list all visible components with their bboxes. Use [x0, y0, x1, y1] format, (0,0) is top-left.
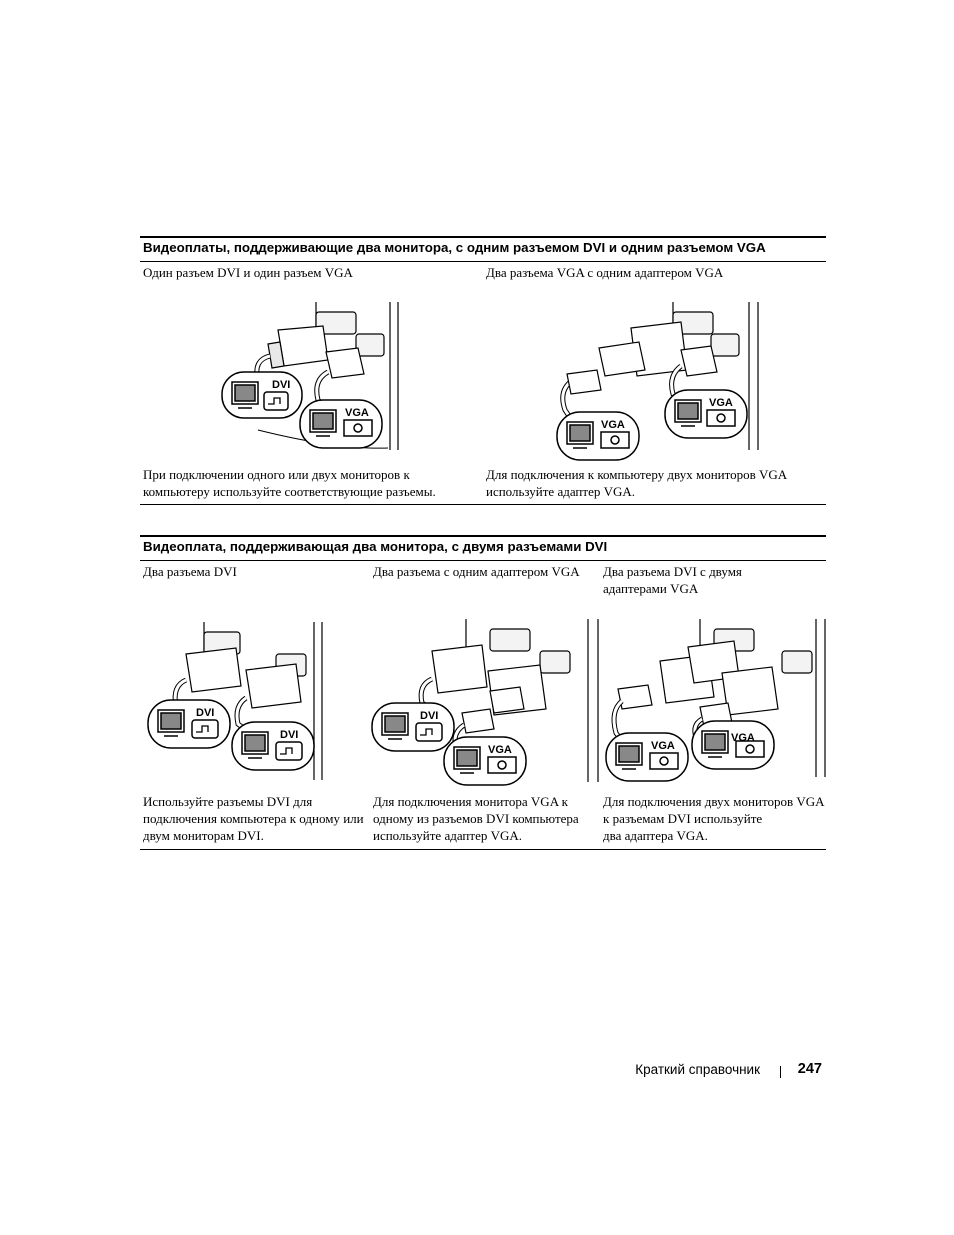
section1-top-rule: [140, 236, 826, 238]
figure3-label-dvi-left: DVI: [196, 707, 215, 719]
figure4-label-vga: VGA: [488, 744, 512, 756]
section2-desc-3-line-3: два адаптера VGA.: [603, 828, 708, 843]
figure-vga-adapter-connection: [553, 300, 763, 465]
figure1-label-vga: VGA: [345, 407, 369, 419]
vga-badge-left: [557, 412, 639, 460]
section2-desc-1-line-3: двум мониторам DVI.: [143, 828, 264, 843]
dvi-badge-right: [232, 722, 314, 770]
footer-separator: [780, 1066, 781, 1078]
section2-caption-1: Два разъема DVI: [143, 564, 237, 579]
dvi-badge: [372, 703, 454, 751]
figure-dvi-vga-adapter-connection: [370, 617, 602, 787]
section2-caption-2: Два разъема с одним адаптером VGA: [373, 564, 580, 579]
dvi-badge-left: [148, 700, 230, 748]
section1-caption-2: Два разъема VGA с одним адаптером VGA: [486, 265, 724, 280]
section1-bottom-rule: [140, 504, 826, 505]
vga-badge-left: [606, 733, 688, 781]
vga-badge-right: [665, 390, 747, 438]
section2-caption-3-line-1: Два разъема DVI с двумя: [603, 564, 742, 579]
section1-caption-1: Один разъем DVI и один разъем VGA: [143, 265, 353, 280]
section2-desc-2-line-2: одному из разъемов DVI компьютера: [373, 811, 579, 826]
section2-desc-1-line-1: Используйте разъемы DVI для: [143, 794, 313, 809]
figure-dvi-vga-connection: [218, 300, 403, 455]
figure2-label-vga-right: VGA: [709, 397, 733, 409]
vga-badge: [300, 400, 382, 448]
vga-badge: [444, 737, 526, 785]
figure5-label-vga-left: VGA: [651, 740, 675, 752]
page-number: 247: [797, 1061, 822, 1077]
figure1-label-dvi: DVI: [272, 379, 291, 391]
section2-header-rule: [140, 560, 826, 561]
vga-badge-right: [692, 721, 774, 769]
figure4-label-dvi: DVI: [420, 710, 439, 722]
section2-desc-3-line-2: к разъемам DVI используйте: [603, 811, 763, 826]
section2-title: Видеоплата, поддерживающая два монитора, с двумя разъемами DVI: [143, 539, 608, 554]
section2-desc-3-line-1: Для подключения двух мониторов VGA: [603, 794, 825, 809]
figure2-label-vga-left: VGA: [601, 419, 625, 431]
section2-desc-1-line-2: подключения компьютера к одному или: [143, 811, 364, 826]
figure3-label-dvi-right: DVI: [280, 729, 299, 741]
section1-header-rule: [140, 261, 826, 262]
footer-section-name: Краткий справочник: [635, 1062, 760, 1077]
page-footer: [560, 1062, 826, 1080]
section1-desc-2-line-2: используйте адаптер VGA.: [486, 484, 636, 499]
figure-two-dvi-connection: [146, 620, 326, 785]
section1-desc-2-line-1: Для подключения к компьютеру двух мониторов VGA: [486, 467, 788, 482]
section2-top-rule: [140, 535, 826, 537]
section2-caption-3-line-2: адаптерами VGA: [603, 581, 699, 596]
section2-bottom-rule: [140, 849, 826, 850]
figure-two-dvi-two-vga-adapters: [604, 617, 828, 787]
section2-desc-2-line-1: Для подключения монитора VGA к: [373, 794, 568, 809]
section1-title: Видеоплаты, поддерживающие два монитора, с одним разъемом DVI и одним разъемом VGA: [143, 240, 766, 255]
section2-desc-2-line-3: используйте адаптер VGA.: [373, 828, 523, 843]
figure5-label-vga-right: VGA: [731, 732, 755, 744]
section1-desc-1-line-2: компьютеру используйте соответствующие разъемы.: [143, 484, 436, 499]
section1-desc-1-line-1: При подключении одного или двух мониторов к: [143, 467, 410, 482]
